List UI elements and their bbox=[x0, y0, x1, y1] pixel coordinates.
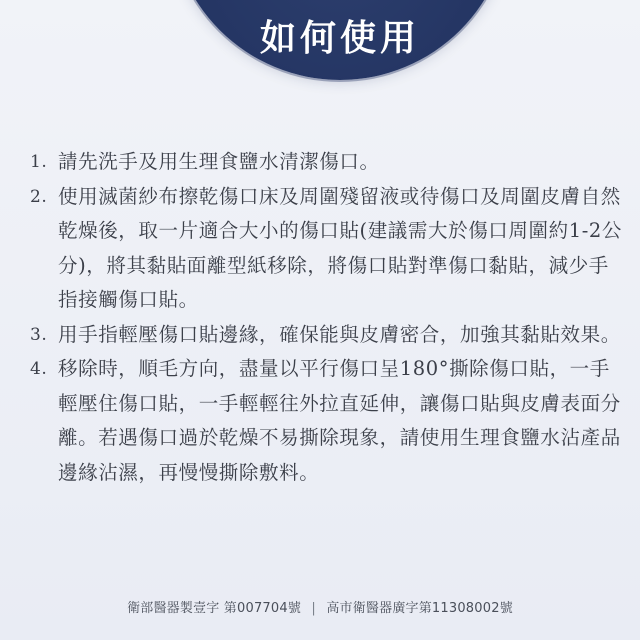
instruction-step-2 bbox=[30, 180, 628, 318]
title-banner bbox=[170, 0, 510, 80]
step-number: 3. bbox=[30, 324, 48, 345]
step-number: 4. bbox=[30, 359, 48, 379]
step-text: 使用滅菌紗布擦乾傷口床及周圍殘留液或待傷口及周圍皮膚自然乾燥後，取一片適合大小的傷口貼(建議需大於傷口周圍約1-2公分)，將其黏貼面離型紙移除，將傷口貼對準傷口黏貼，減少手指接觸傷口貼。 bbox=[58, 184, 623, 311]
page-title: 如何使用 bbox=[259, 18, 420, 59]
footer-separator: | bbox=[311, 601, 316, 616]
license-number-1: 衛部醫器製壹字 第007704號 bbox=[127, 601, 302, 616]
license-footer bbox=[0, 597, 640, 616]
instruction-list bbox=[30, 145, 628, 490]
instruction-step-3 bbox=[30, 318, 628, 353]
step-number: 1. bbox=[30, 152, 48, 172]
step-text: 移除時，順毛方向，盡量以平行傷口呈180°撕除傷口貼，一手輕壓住傷口貼，一手輕輕往外拉直延伸，讓傷口貼與皮膚表面分離。若遇傷口過於乾燥不易撕除現象，請使用生理食鹽水沾產品邊緣沾濕，再慢慢撕除敷料。 bbox=[58, 357, 621, 484]
instruction-step-4 bbox=[30, 352, 628, 490]
step-text: 請先洗手及用生理食鹽水清潔傷口。 bbox=[58, 150, 380, 173]
step-text: 用手指輕壓傷口貼邊緣，確保能與皮膚密合，加強其黏貼效果。 bbox=[58, 322, 621, 346]
instruction-step-1 bbox=[30, 145, 628, 180]
step-number: 2. bbox=[30, 186, 48, 207]
license-number-2: 高市衛醫器廣字第11308002號 bbox=[326, 601, 513, 616]
